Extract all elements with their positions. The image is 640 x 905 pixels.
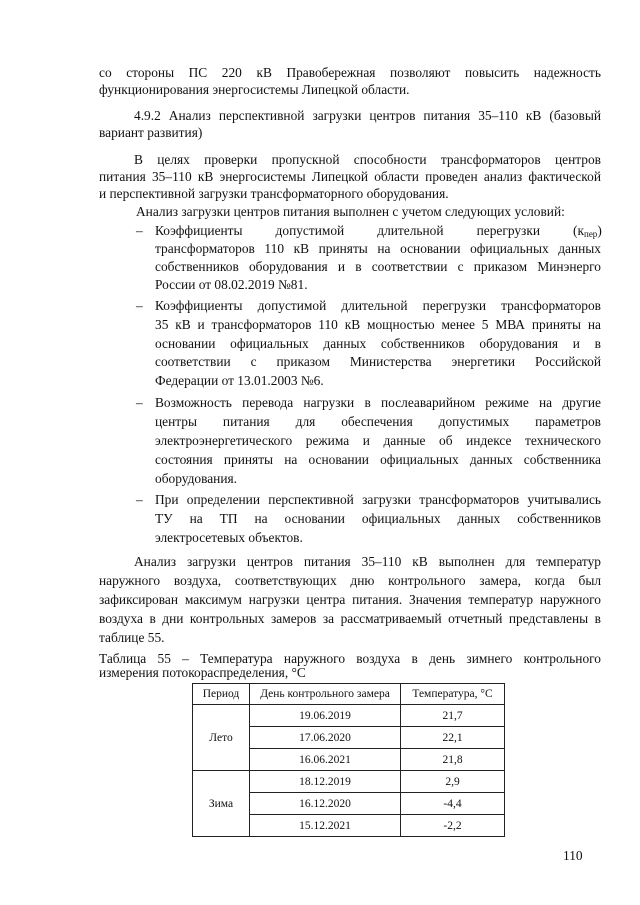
list-item-line: собственников оборудования и в соответствии с приказом Минэнерго (155, 259, 601, 274)
list-item-line: 35 кВ и трансформаторов 110 кВ мощностью менее 5 МВА приняты на (155, 317, 601, 332)
text-line: и перспективной загрузки трансформаторного оборудования. (99, 186, 449, 201)
list-item-line: центры питания для обеспечения допустимых параметров (155, 414, 601, 429)
period-cell: Лето (193, 705, 250, 771)
text-line: воздуха в дни контрольных замеров за рассматриваемый отчетный представлены в (99, 611, 601, 626)
table-row (193, 705, 505, 727)
temp-cell: 21,7 (401, 705, 505, 727)
column-header: День контрольного замера (250, 684, 401, 705)
date-cell: 19.06.2019 (250, 705, 401, 727)
column-header: Период (193, 684, 250, 705)
table-caption: Таблица 55 – Температура наружного воздуха в день зимнего контрольного (99, 651, 601, 666)
date-cell: 17.06.2020 (250, 727, 401, 749)
date-cell: 15.12.2021 (250, 815, 401, 837)
list-dash: – (136, 298, 143, 313)
table-row (193, 771, 505, 793)
list-item-line: основании официальных данных собственников оборудования и в (155, 336, 601, 351)
text-line: зафиксирован максимум нагрузки центра питания. Значения температур наружного (99, 592, 601, 607)
text-line: питания 35–110 кВ энергосистемы Липецкой области проведен анализ фактической (99, 169, 601, 184)
section-heading: 4.9.2 Анализ перспективной загрузки центров питания 35–110 кВ (базовый (134, 108, 601, 123)
period-cell: Зима (193, 771, 250, 837)
list-item-line: России от 08.02.2019 №81. (155, 277, 308, 292)
table-caption: измерения потокораспределения, °С (99, 665, 306, 680)
temp-cell: 2,9 (401, 771, 505, 793)
temp-cell: -2,2 (401, 815, 505, 837)
list-item-line: Возможность перевода нагрузки в послеаварийном режиме на другие (155, 395, 601, 410)
list-item-line: состояния приняты на основании официальных данных собственника (155, 452, 601, 467)
section-heading: вариант развития) (99, 125, 203, 140)
list-dash: – (136, 492, 143, 507)
text-line: таблице 55. (99, 630, 165, 645)
temperature-table (192, 683, 505, 837)
list-item-line: Федерации от 13.01.2003 №6. (155, 373, 324, 388)
list-item-line: трансформаторов 110 кВ приняты на основании официальных данных (155, 241, 601, 256)
list-item-line: соответствии с приказом Министерства энергетики Российской (155, 354, 601, 369)
temp-cell: 22,1 (401, 727, 505, 749)
text-line: В целях проверки пропускной способности трансформаторов центров (134, 152, 601, 167)
list-item-line: Коэффициенты допустимой длительной перегрузки $(к_{пер})$ (155, 223, 602, 239)
list-item-line: Коэффициенты допустимой длительной перегрузки трансформаторов (155, 298, 601, 313)
temp-cell: 21,8 (401, 749, 505, 771)
list-item-line: электросетевых объектов. (155, 530, 303, 545)
text-line: наружного воздуха, соответствующих дню контрольного замера, когда был (99, 573, 601, 588)
list-item-line: При определении перспективной загрузки трансформаторов учитывались (155, 492, 601, 507)
date-cell: 16.12.2020 (250, 793, 401, 815)
list-dash: – (136, 223, 143, 238)
page-number: 110 (563, 848, 583, 863)
temp-cell: -4,4 (401, 793, 505, 815)
list-item-line: электроэнергетического режима и данные об индексе технического (155, 433, 601, 448)
column-header: Температура, °С (401, 684, 505, 705)
table-header-row (193, 684, 505, 705)
list-item-line: оборудования. (155, 471, 238, 486)
text-line: функционирования энергосистемы Липецкой области. (99, 82, 410, 97)
list-dash: – (136, 395, 143, 410)
text-line: со стороны ПС 220 кВ Правобережная позволяют повысить надежность (99, 65, 601, 80)
text-line: Анализ загрузки центров питания 35–110 кВ выполнен для температур (134, 554, 601, 569)
list-item-line: ТУ на ТП на основании официальных данных собственников (155, 511, 601, 526)
date-cell: 18.12.2019 (250, 771, 401, 793)
date-cell: 16.06.2021 (250, 749, 401, 771)
text-line: Анализ загрузки центров питания выполнен с учетом следующих условий: (136, 204, 565, 219)
